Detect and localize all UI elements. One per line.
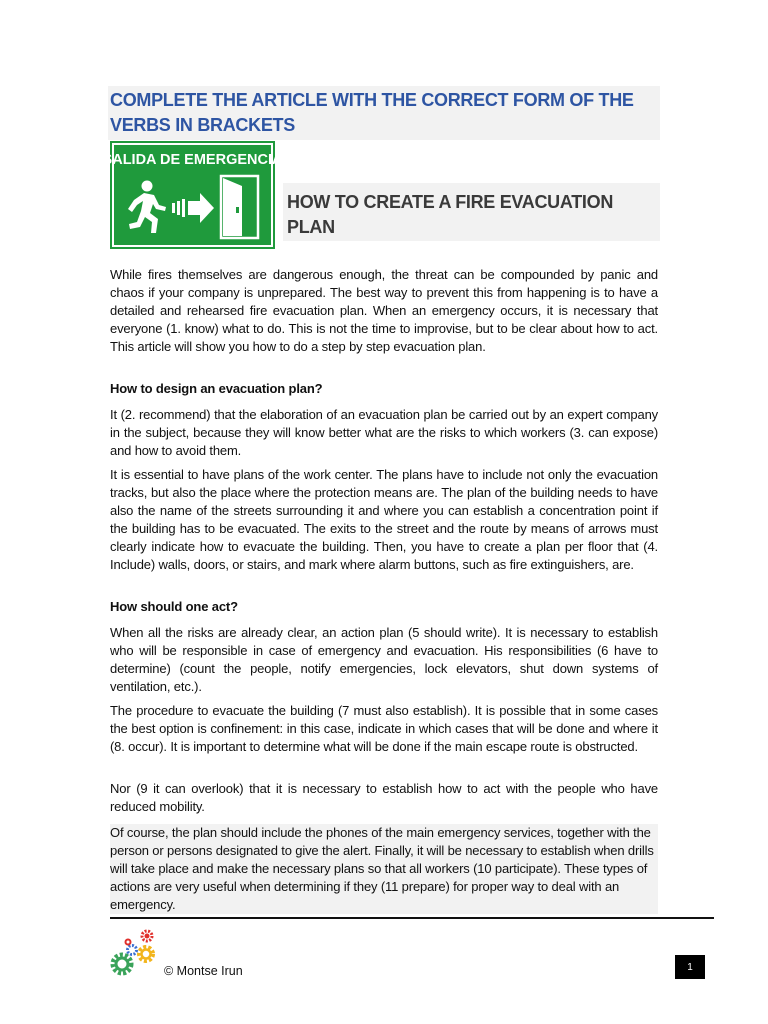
intro-paragraph: While fires themselves are dangerous enough, the threat can be compounded by panic and chaos if your company is unprepared. The best way to prevent this from happening is to have a detailed and rehearsed fire evacuation plan. When an emergency occurs, it is necessary that everyone (1. know) what to do. This is not the time to improvise, but to be clear about how to act. This article will show you how to do a step by step evacuation plan. (110, 267, 658, 354)
heading-act: How should one act? (110, 599, 238, 614)
recommend-paragraph: It (2. recommend) that the elaboration of an evacuation plan be carried out by an expert company in the subject, because they will know better what are the risks to which workers (3. can expose) and how to avoid them. (110, 407, 658, 458)
emergency-exit-icon (110, 141, 275, 249)
page-number: 1 (675, 955, 705, 979)
footer-rule (110, 917, 714, 919)
article-title: HOW TO CREATE A FIRE EVACUATION PLAN (287, 192, 614, 237)
gears-icon (108, 928, 160, 978)
plans-paragraph: It is essential to have plans of the work center. The plans have to include not only the evacuation tracks, but also the place where the protection means are. The plan of the building needs to have also the name of the streets surrounding it and where you can establish a concentration point if the building has to be evacuated. The exits to the street and the route by means of arrows must clearly indicate how to evacuate the building. Then, you have to create a plan per floor that (4. Include) walls, doors, or stairs, and mark where alarm buttons, such as fire extinguishers, are. (110, 467, 658, 572)
sign-text: SALIDA DE EMERGENCIA (110, 152, 275, 168)
nor-paragraph: Nor (9 it can overlook) that it is necessary to establish how to act with the people who have reduced mobility. (110, 781, 658, 814)
page-title: COMPLETE THE ARTICLE WITH THE CORRECT FORM OF THE VERBS IN BRACKETS (110, 90, 634, 135)
heading-design: How to design an evacuation plan? (110, 381, 323, 396)
procedure-paragraph: The procedure to evacuate the building (7 must also establish). It is possible that in some cases the best option is confinement: in this case, indicate in which cases that will be done and where it (8. occur). It is important to determine what will be done if the main escape route is obstructed. (110, 703, 658, 754)
action-paragraph: When all the risks are already clear, an action plan (5 should write). It is necessary to establish who will be responsible in case of emergency and evacuation. His responsibilities (6 have to determine) (count the people, notify emergencies, lock elevators, shut down systems of ventilation, etc.). (110, 625, 658, 694)
phones-paragraph: Of course, the plan should include the phones of the main emergency services, together with the person or persons designated to give the alert. Finally, it will be necessary to establish when drills will take place and make the necessary plans so that all workers (10 participate). These types of actions are very useful when determining if they (11 prepare) for proper way to deal with an emergency. (110, 824, 658, 914)
gears-logo (108, 928, 160, 978)
footer-author: © Montse Irun (164, 964, 243, 978)
emergency-exit-sign (110, 141, 275, 249)
